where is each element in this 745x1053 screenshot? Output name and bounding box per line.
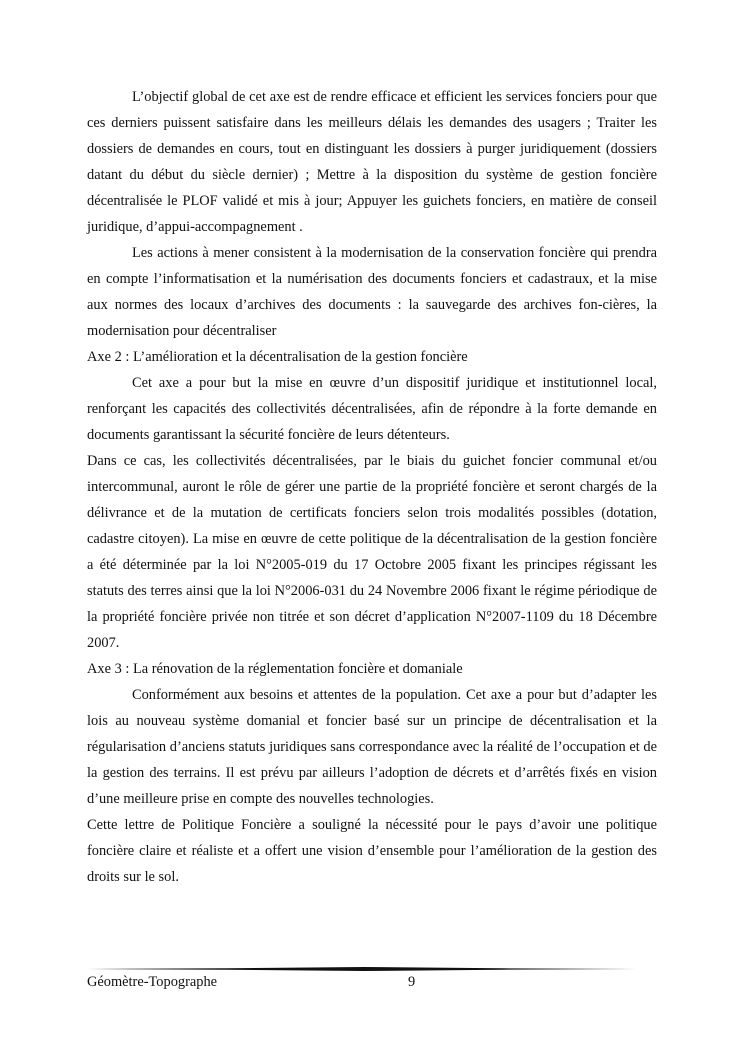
- paragraph-objectif: L’objectif global de cet axe est de rendre efficace et efficient les services fonciers pour que ces derniers puissent satisfaire dans les meilleurs délais les demandes des usagers ; Traiter les dossiers de demandes en cours, tout en distinguant les dossiers à purger juridiquement (dossiers datant du début du siècle dernier) ; Mettre à la disposition du système de gestion foncière décentralisée le PLOF validé et mis à jour; Appuyer les guichets fonciers, en matière de conseil juridique, d’appui-accompagnement .: [87, 89, 657, 235]
- heading-axe-2: Axe 2 : L’amélioration et la décentralisation de la gestion foncière: [87, 349, 468, 365]
- footer-divider: [87, 967, 642, 971]
- document-body: [87, 84, 657, 890]
- paragraph-axe-3-intro: Conformément aux besoins et attentes de la population. Cet axe a pour but d’adapter les lois au nouveau système domanial et foncier basé sur un principe de décentralisation et la régularisation d’anciens statuts juridiques sans correspondance avec la réalité de l’occupation et de la gestion des terrains. Il est prévu par ailleurs l’adoption de décrets et d’arrêtés fixés en vision d’une meilleure prise en compte des nouvelles technologies.: [87, 687, 657, 807]
- footer-title: Géomètre-Topographe: [87, 974, 218, 990]
- paragraph-conclusion: Cette lettre de Politique Foncière a souligné la nécessité pour le pays d’avoir une politique foncière claire et réaliste et a offert une vision d’ensemble pour l’amélioration de la gestion des droits sur le sol.: [87, 817, 657, 885]
- page-number: 9: [408, 974, 416, 990]
- heading-axe-3: Axe 3 : La rénovation de la réglementation foncière et domaniale: [87, 661, 463, 677]
- paragraph-actions: Les actions à mener consistent à la modernisation de la conservation foncière qui prendra en compte l’informatisation et la numérisation des documents fonciers et cadastraux, et la mise aux normes des locaux d’archives des documents : la sauvegarde des archives fon-cières, la modernisation pour décentraliser: [87, 245, 657, 339]
- paragraph-axe-2-intro: Cet axe a pour but la mise en œuvre d’un dispositif juridique et institutionnel local, renforçant les capacités des collectivités décentralisées, afin de répondre à la forte demande en documents garantissant la sécurité foncière de leurs détenteurs.: [87, 375, 657, 443]
- paragraph-axe-2-details: Dans ce cas, les collectivités décentralisées, par le biais du guichet foncier communal et/ou intercommunal, auront le rôle de gérer une partie de la propriété foncière et seront chargés de la délivrance et de la mutation de certificats fonciers selon trois modalités possibles (dotation, cadastre citoyen). La mise en œuvre de cette politique de la décentralisation de la gestion foncière a été déterminée par la loi N°2005-019 du 17 Octobre 2005 fixant les principes régissant les statuts des terres ainsi que la loi N°2006-031 du 24 Novembre 2006 fixant le régime périodique de la propriété foncière privée non titrée et son décret d’application N°2007-1109 du 18 Décembre 2007.: [87, 453, 657, 651]
